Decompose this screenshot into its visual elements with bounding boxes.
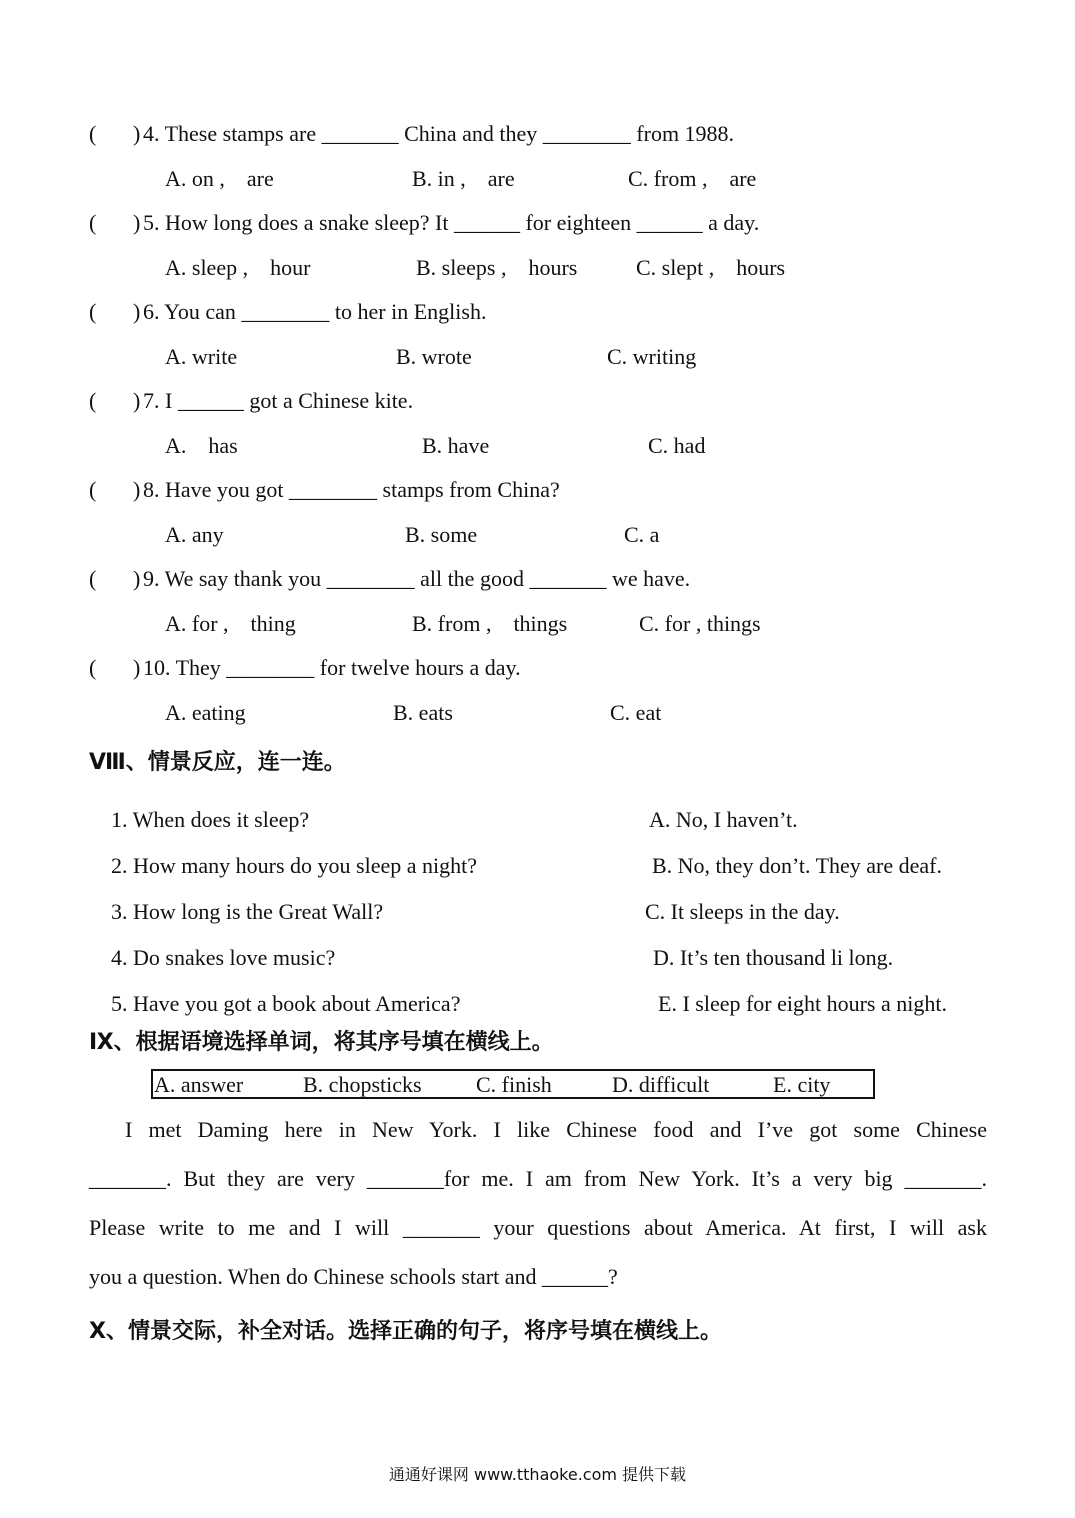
answer-option: B. sleeps , hours — [416, 255, 578, 280]
answer-option: C. for , things — [639, 611, 761, 636]
match-left-item: 3. How long is the Great Wall? — [111, 899, 384, 924]
answer-paren-close: ) — [133, 299, 141, 324]
answer-option: A. for , thing — [165, 611, 296, 636]
answer-option: A. any — [165, 522, 224, 547]
match-right-item: C. It sleeps in the day. — [645, 899, 840, 924]
match-left-item: 2. How many hours do you sleep a night? — [111, 853, 477, 878]
word-bank-item: C. finish — [476, 1072, 552, 1097]
question-text: 6. You can ________ to her in English. — [143, 299, 487, 324]
match-right-item: A. No, I haven’t. — [649, 807, 798, 832]
answer-paren-close: ) — [133, 210, 141, 235]
question-text: 4. These stamps are _______ China and they ________ from 1988. — [143, 121, 735, 146]
answer-option: C. slept , hours — [636, 255, 786, 280]
answer-paren-close: ) — [133, 477, 141, 502]
answer-option: C. from , are — [628, 166, 757, 191]
answer-paren-open: ( — [89, 210, 97, 235]
word-bank-item: E. city — [773, 1072, 831, 1097]
answer-paren-open: ( — [89, 388, 97, 413]
answer-paren-open: ( — [89, 299, 97, 324]
question-text: 5. How long does a snake sleep? It ______ for eighteen ______ a day. — [143, 210, 760, 235]
word-bank-item: A. answer — [154, 1072, 244, 1097]
match-right-item: D. It’s ten thousand li long. — [653, 945, 894, 970]
word-bank-item: B. chopsticks — [303, 1072, 422, 1097]
match-left-item: 4. Do snakes love music? — [111, 945, 336, 970]
section-9-title: Ⅸ、根据语境选择单词，将其序号填在横线上。 — [89, 1030, 554, 1055]
answer-option: C. eat — [610, 700, 662, 725]
answer-option: A. on , are — [165, 166, 274, 191]
passage-line: Please write to me and I will _______ your questions about America. At first, I will ask — [89, 1215, 987, 1240]
answer-paren-close: ) — [133, 388, 141, 413]
answer-option: B. some — [405, 522, 478, 547]
answer-option: A. sleep , hour — [165, 255, 311, 280]
section-8-title: Ⅷ、情景反应，连一连。 — [89, 750, 346, 775]
word-bank-item: D. difficult — [612, 1072, 710, 1097]
word-bank-box — [151, 1069, 875, 1099]
passage-line: you a question. When do Chinese schools start and ______? — [89, 1264, 618, 1289]
passage-line: _______. But they are very _______for me. I am from New York. It’s a very big _______. — [89, 1166, 987, 1191]
answer-option: B. have — [422, 433, 490, 458]
answer-option: C. had — [648, 433, 706, 458]
answer-option: B. in , are — [412, 166, 515, 191]
answer-paren-open: ( — [89, 121, 97, 146]
answer-paren-close: ) — [133, 121, 141, 146]
footer-credit: 通通好课网 www.tthaoke.com 提供下载 — [388, 1465, 687, 1484]
question-text: 10. They ________ for twelve hours a day. — [143, 655, 521, 680]
match-left-item: 5. Have you got a book about America? — [111, 991, 461, 1016]
section-10-title: Ⅹ、情景交际，补全对话。选择正确的句子，将序号填在横线上。 — [89, 1319, 722, 1344]
answer-paren-open: ( — [89, 477, 97, 502]
answer-option: A. has — [165, 433, 238, 458]
answer-option: C. a — [624, 522, 660, 547]
match-right-item: B. No, they don’t. They are deaf. — [652, 853, 942, 878]
answer-option: B. from , things — [412, 611, 568, 636]
answer-paren-close: ) — [133, 566, 141, 591]
question-text: 9. We say thank you ________ all the good _______ we have. — [143, 566, 691, 591]
match-right-item: E. I sleep for eight hours a night. — [658, 991, 947, 1016]
answer-paren-close: ) — [133, 655, 141, 680]
answer-paren-open: ( — [89, 566, 97, 591]
answer-option: A. write — [165, 344, 238, 369]
question-text: 7. I ______ got a Chinese kite. — [143, 388, 414, 413]
answer-paren-open: ( — [89, 655, 97, 680]
question-text: 8. Have you got ________ stamps from China? — [143, 477, 560, 502]
answer-option: B. wrote — [396, 344, 472, 369]
answer-option: B. eats — [393, 700, 453, 725]
answer-option: A. eating — [165, 700, 246, 725]
match-left-item: 1. When does it sleep? — [111, 807, 310, 832]
passage-line: I met Daming here in New York. I like Chinese food and I’ve got some Chinese — [125, 1117, 987, 1142]
answer-option: C. writing — [607, 344, 697, 369]
